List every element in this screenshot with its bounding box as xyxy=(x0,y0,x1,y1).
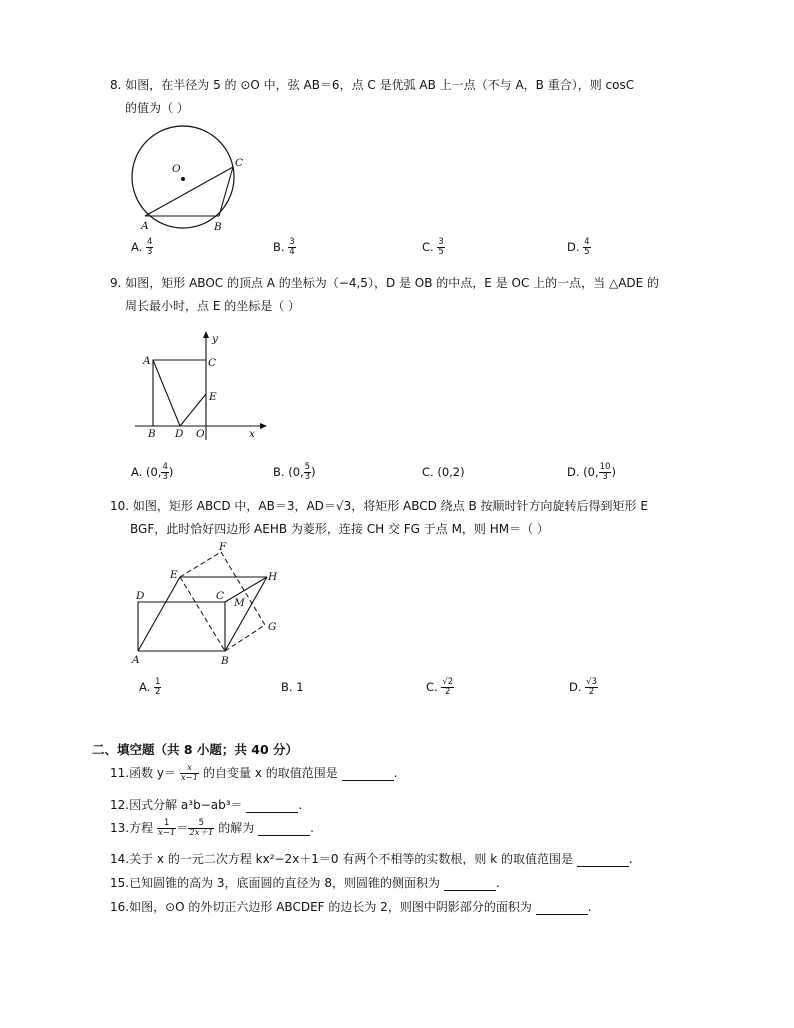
q10-label-h: H xyxy=(268,571,278,583)
q10-label-b: B xyxy=(221,655,229,667)
q8-option-b[interactable]: B. $\frac{3}{4}$ xyxy=(273,237,295,257)
q9-figure xyxy=(130,330,270,445)
q9-y-arrow xyxy=(203,331,209,338)
q10-stem-line2: BGF，此时恰好四边形 AEHB 为菱形，连接 CH 交 FG 于点 M，则 HM＝（ ） xyxy=(130,522,549,536)
q8-text: 如图，在半径为 5 的 ⊙O 中，弦 AB＝6，点 C 是优弧 AB 上一点（不与 A，B 重合），则 cosC xyxy=(125,78,635,92)
q11-answer-blank[interactable] xyxy=(342,766,394,781)
q12-answer-blank[interactable] xyxy=(246,798,298,813)
q10-stem-line1 xyxy=(110,497,648,514)
q16: 16.如图，⊙O 的外切正六边形 ABCDEF 的边长为 2，则图中阴影部分的面积为 . xyxy=(110,900,592,914)
q8-label-b: B xyxy=(214,221,222,233)
q10-label-m: M xyxy=(234,597,245,609)
q9-label-a: A xyxy=(143,355,151,367)
q9-label-e: E xyxy=(209,391,217,403)
q9-stem-line2: 周长最小时，点 E 的坐标是（ ） xyxy=(125,299,301,313)
q10-option-b[interactable]: B. 1 xyxy=(281,680,304,694)
q10-dash-fg xyxy=(221,552,265,625)
q10-number: 10. xyxy=(110,499,130,513)
q10-dash-bg xyxy=(225,625,265,651)
q10-label-c: C xyxy=(216,590,225,602)
q8-number: 8. xyxy=(110,78,122,92)
q10-option-c[interactable]: C. $\frac{√2}{2}$ xyxy=(426,677,454,697)
section-2-title: 二、填空题（共 8 小题；共 40 分） xyxy=(92,742,299,757)
q10-label-a: A xyxy=(132,654,140,666)
q8-figure xyxy=(128,124,243,234)
q8-line-ac xyxy=(145,167,233,216)
q9-stem-line1 xyxy=(110,274,659,291)
q9-option-c[interactable]: C. (0,2) xyxy=(422,465,465,479)
q10-rect-abcd xyxy=(138,602,225,651)
q14: 14.关于 x 的一元二次方程 kx²−2x＋1＝0 有两个不相等的实数根，则 k 的取值范围是 . xyxy=(110,852,633,866)
q8-option-c[interactable]: C. $\frac{3}{5}$ xyxy=(422,237,444,257)
q8-option-d[interactable]: D. $\frac{4}{5}$ xyxy=(567,237,590,257)
q10-dash-eb xyxy=(180,577,225,651)
q10-text: 如图，矩形 ABCD 中，AB＝3，AD＝√3，将矩形 ABCD 绕点 B 按顺时针方向旋转后得到矩形 E xyxy=(132,499,648,513)
q9-x-arrow xyxy=(260,423,267,429)
q9-label-o: O xyxy=(196,428,205,440)
q8-line-bc xyxy=(219,167,233,216)
q8-stem-line1 xyxy=(110,76,634,93)
q9-rectangle xyxy=(153,360,206,426)
q10-label-d: D xyxy=(136,590,145,602)
q10-line-ch xyxy=(225,577,267,602)
q16-answer-blank[interactable] xyxy=(536,900,588,915)
q9-option-b[interactable]: B. (0, $\frac{5}{3}$ ) xyxy=(273,462,316,482)
q10-label-g: G xyxy=(268,621,277,633)
q15-answer-blank[interactable] xyxy=(444,876,496,891)
q13-answer-blank[interactable] xyxy=(258,821,310,836)
q9-line-ad xyxy=(153,360,180,426)
q8-option-a[interactable]: A. $\frac{4}{3}$ xyxy=(131,237,153,257)
q13: 13.方程 $\frac{1}{x-1}$ ＝ $\frac{5}{2x+1}$ 的解为 . xyxy=(110,818,314,838)
q9-label-x: x xyxy=(249,428,255,440)
q10-label-f: F xyxy=(219,541,227,553)
q8-label-a: A xyxy=(141,220,149,232)
q9-line-de xyxy=(180,394,206,426)
q15: 15.已知圆锥的高为 3，底面圆的直径为 8，则圆锥的侧面积为 . xyxy=(110,876,500,890)
q10-figure xyxy=(130,540,285,670)
q9-label-y: y xyxy=(212,333,218,345)
q14-answer-blank[interactable] xyxy=(577,852,629,867)
q9-option-a[interactable]: A. (0, $\frac{4}{3}$ ) xyxy=(131,462,174,482)
q9-label-d: D xyxy=(175,428,184,440)
q9-option-d[interactable]: D. (0, $\frac{10}{3}$ ) xyxy=(567,462,616,482)
q9-text: 如图，矩形 ABOC 的顶点 A 的坐标为（−4,5），D 是 OB 的中点，E 是 OC 上的一点，当 △ADE 的 xyxy=(125,276,660,290)
q10-line-hb xyxy=(225,577,267,651)
q10-dash-ef xyxy=(180,552,221,577)
q9-label-c: C xyxy=(208,357,217,369)
q8-label-o: O xyxy=(172,163,181,175)
q12: 12.因式分解 a³b−ab³＝ . xyxy=(110,798,303,812)
q10-label-e: E xyxy=(170,569,178,581)
q9-label-b: B xyxy=(148,428,156,440)
q10-line-ae xyxy=(138,577,180,651)
q8-label-c: C xyxy=(235,157,244,169)
q10-option-a[interactable]: A. $\frac{1}{2}$ xyxy=(139,677,161,697)
q9-number: 9. xyxy=(110,276,122,290)
q8-stem-line2: 的值为（ ） xyxy=(125,101,189,115)
q8-center-dot xyxy=(181,177,185,181)
q11: 11.函数 y＝ $\frac{x}{x-1}$ 的自变量 x 的取值范围是 . xyxy=(110,763,398,783)
q10-option-d[interactable]: D. $\frac{√3}{2}$ xyxy=(569,677,597,697)
